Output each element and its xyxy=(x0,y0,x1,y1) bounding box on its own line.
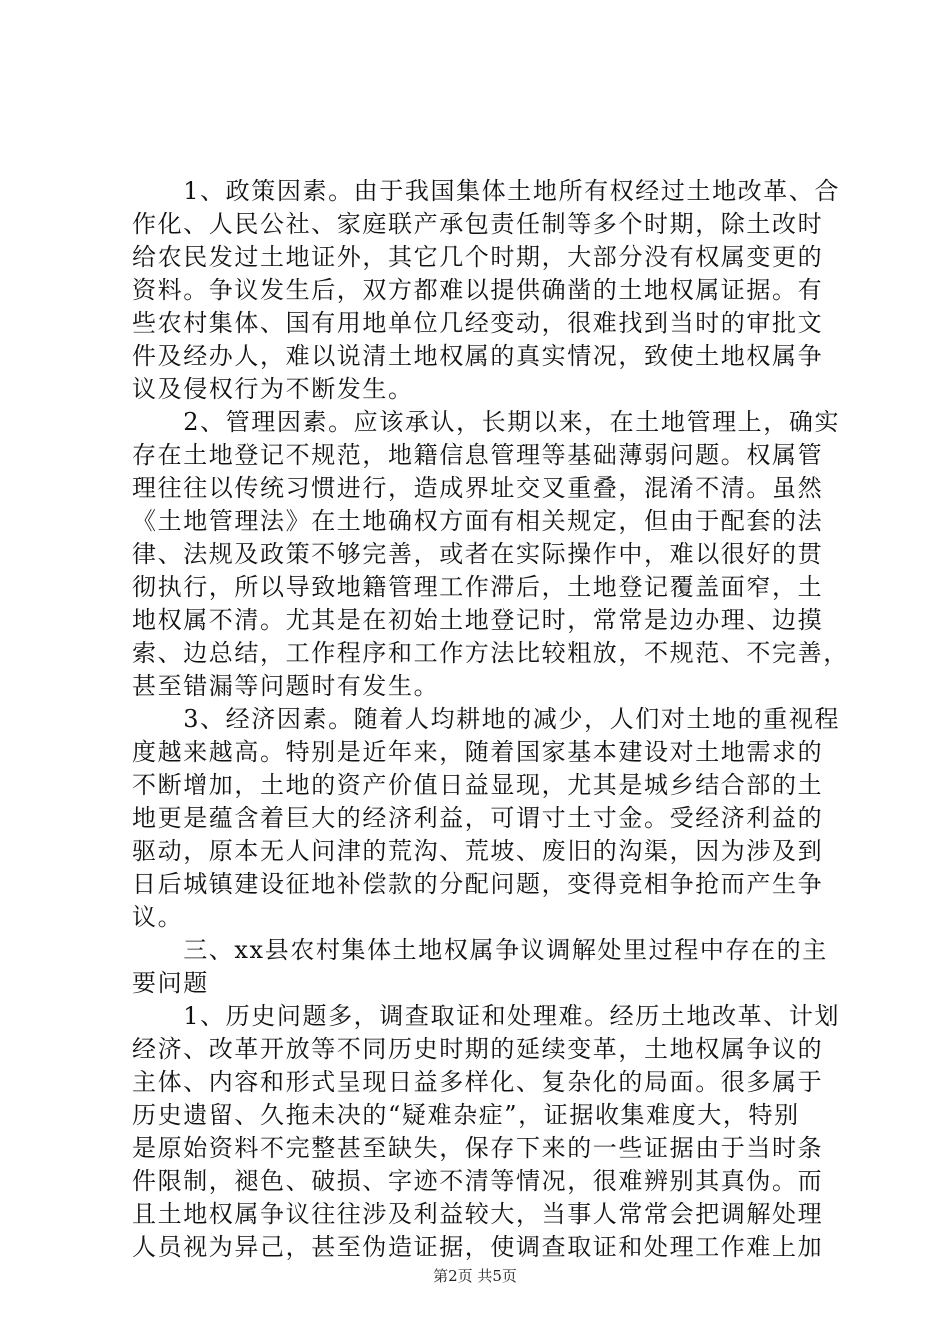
text-line: 1、历史问题多，调查取证和处理难。经历土地改革、计划 xyxy=(132,1002,841,1030)
text-line: 律、法规及政策不够完善，或者在实际操作中，难以很好的贯 xyxy=(132,540,824,568)
text-line: 3、经济因素。随着人均耕地的减少，人们对土地的重视程 xyxy=(132,705,841,733)
text-line: 历史遗留、久拖未决的“疑难杂症”，证据收集难度大，特别 xyxy=(132,1101,800,1129)
text-line: 不断增加，土地的资产价值日益显现，尤其是城乡结合部的土 xyxy=(132,771,824,799)
text-line: 度越来越高。特别是近年来，随着国家基本建设对土地需求的 xyxy=(132,738,824,766)
text-line: 件限制，褪色、破损、字迹不清等情况，很难辨别其真伪。而 xyxy=(132,1167,824,1195)
text-line: 给农民发过土地证外，其它几个时期，大部分没有权属变更的 xyxy=(132,243,824,271)
text-line: 索、边总结，工作程序和工作方法比较粗放，不规范、不完善， xyxy=(132,639,849,667)
text-line: 理往往以传统习惯进行，造成界址交叉重叠，混淆不清。虽然 xyxy=(132,474,824,502)
text-line: 日后城镇建设征地补偿款的分配问题，变得竞相争抢而产生争 xyxy=(132,870,824,898)
text-line: 议。 xyxy=(132,903,184,931)
text-line: 是原始资料不完整甚至缺失，保存下来的一些证据由于当时条 xyxy=(132,1134,824,1162)
text-line: 地更是蕴含着巨大的经济利益，可谓寸土寸金。受经济利益的 xyxy=(132,804,824,832)
text-line: 存在土地登记不规范，地籍信息管理等基础薄弱问题。权属管 xyxy=(132,441,824,469)
section-heading: 三、xx县农村集体土地权属争议调解处里过程中存在的主 xyxy=(132,936,828,964)
text-line: 主体、内容和形式呈现日益多样化、复杂化的局面。很多属于 xyxy=(132,1068,824,1096)
text-line: 1、政策因素。由于我国集体土地所有权经过土地改革、合 xyxy=(132,177,841,205)
text-line: 些农村集体、国有用地单位几经变动，很难找到当时的审批文 xyxy=(132,309,824,337)
text-line: 《土地管理法》在土地确权方面有相关规定，但由于配套的法 xyxy=(132,507,824,535)
text-line: 作化、人民公社、家庭联产承包责任制等多个时期，除土改时 xyxy=(132,210,824,238)
text-line: 驱动，原本无人问津的荒沟、荒坡、废旧的沟渠，因为涉及到 xyxy=(132,837,824,865)
text-line: 且土地权属争议往往涉及利益较大，当事人常常会把调解处理 xyxy=(132,1200,824,1228)
text-line: 经济、改革开放等不同历史时期的延续变革，土地权属争议的 xyxy=(132,1035,824,1063)
section-heading: 要问题 xyxy=(132,969,209,997)
text-line: 彻执行，所以导致地籍管理工作滞后，土地登记覆盖面窄，土 xyxy=(132,573,824,601)
text-line: 件及经办人，难以说清土地权属的真实情况，致使土地权属争 xyxy=(132,342,824,370)
text-line: 2、管理因素。应该承认，长期以来，在土地管理上，确实 xyxy=(132,408,841,436)
text-line: 议及侵权行为不断发生。 xyxy=(132,375,414,403)
text-line: 地权属不清。尤其是在初始土地登记时，常常是边办理、边摸 xyxy=(132,606,824,634)
text-line: 人员视为异己，甚至伪造证据，使调查取证和处理工作难上加 xyxy=(132,1233,824,1261)
text-line: 资料。争议发生后，双方都难以提供确凿的土地权属证据。有 xyxy=(132,276,824,304)
page-number-footer: 第2页 共5页 xyxy=(433,1267,517,1285)
text-line: 甚至错漏等问题时有发生。 xyxy=(132,672,440,700)
